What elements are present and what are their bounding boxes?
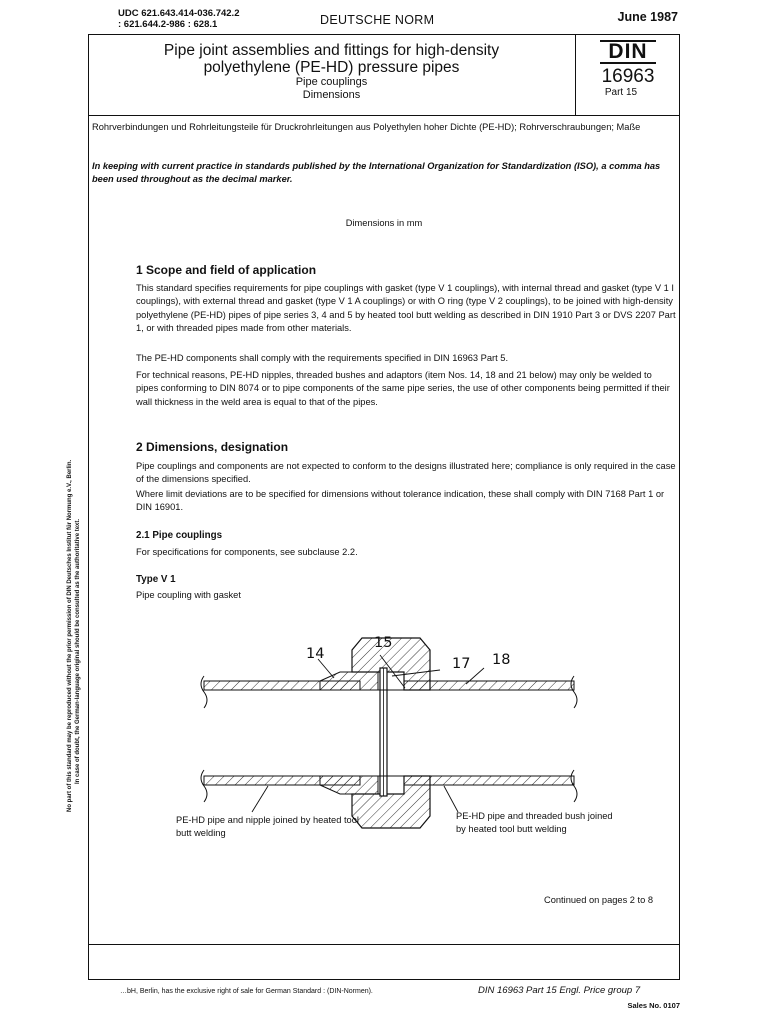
subclause-2-1-text: For specifications for components, see subclause 2.2. [136, 547, 358, 557]
type-v1-heading: Type V 1 [136, 574, 176, 585]
dimensions-note: Dimensions in mm [345, 218, 423, 228]
section-2-paragraph-2: Where limit deviations are to be specified for dimensions without tolerance indication, these shall comply with DIN 7168 Part 1 or DIN 16901. [136, 489, 665, 513]
sales-number: Sales No. 0107 [627, 1001, 680, 1010]
label-left-pipe: PE-HD pipe and nipple joined by heated tool butt welding [176, 815, 359, 839]
iso-note: In keeping with current practice in standards published by the International Organization for Standardization (ISO), a comma has been used throughout as the decimal marker. [92, 161, 661, 185]
nipple-top [320, 672, 378, 690]
title-line-1: Pipe joint assemblies and fittings for high-density [163, 42, 500, 59]
callout-17: 17 [452, 656, 471, 672]
section-1-paragraph-2: The PE-HD components shall comply with the requirements specified in DIN 16963 Part 5. [136, 353, 509, 363]
subclause-2-1-heading: 2.1 Pipe couplings [136, 530, 223, 541]
udc-line-2: : 621.644.2-986 : 628.1 [118, 19, 218, 30]
callout-14: 14 [306, 646, 325, 662]
subtitle-1: Pipe couplings [295, 76, 368, 88]
nipple-bottom [320, 776, 378, 794]
subtitle-2: Dimensions [302, 88, 361, 101]
footer-reference: DIN 16963 Part 15 Engl. Price group 7 [478, 985, 641, 996]
sidebar-copyright [66, 460, 82, 812]
callout-15: 15 [374, 635, 393, 651]
din-number: 16963 [601, 66, 655, 87]
callout-18: 18 [492, 652, 511, 668]
din-logo: DIN [600, 40, 656, 64]
section-2-paragraph-1: Pipe couplings and components are not expected to conform to the designs illustrated here; compliance is only required in the case of the dimensions specified. [136, 461, 676, 485]
sidebar-line-2: In case of doubt, the German-language original should be consulted as the authoritative text. [75, 518, 81, 784]
din-part: Part 15 [604, 87, 638, 98]
udc-line-1: UDC 621.643.414-036.742.2 [118, 8, 240, 19]
continued-note: Continued on pages 2 to 8 [544, 895, 654, 905]
footer-divider [88, 944, 680, 945]
footer-publisher: …bH, Berlin, has the exclusive right of sale for German Standard : (DIN-Normen). [120, 988, 373, 995]
label-right-pipe: PE-HD pipe and threaded bush joined by heated tool butt welding [456, 811, 613, 835]
title-line-2: polyethylene (PE-HD) pressure pipes [203, 59, 460, 76]
section-1-heading: 1 Scope and field of application [136, 263, 317, 277]
publication-date: June 1987 [617, 10, 678, 24]
section-1-paragraph-1: This standard specifies requirements for pipe couplings with gasket (type V 1 couplings), with internal thread and gasket (type V 1 I couplings), with external thread and gasket (type V 1 A couplings) or with O ring (type V 2 couplings), to be joined with high-density polyethylene (PE-HD) pipes of pipe series 3, 4 and 5 by heated tool butt welding as described in DIN 1910 Part 3 or DVS 2207 Part 1, or with threaded pipes made from other materials. [136, 283, 676, 334]
norm-label: DEUTSCHE NORM [320, 13, 435, 27]
german-title: Rohrverbindungen und Rohrleitungsteile für Druckrohrleitungen aus Polyethylen hoher Dichte (PE-HD); Rohrverschraubungen; Maße [92, 122, 641, 132]
type-v1-description: Pipe coupling with gasket [136, 590, 241, 600]
section-1-paragraph-3: For technical reasons, PE-HD nipples, threaded bushes and adaptors (item Nos. 14, 18 and 21 below) may only be welded to pipes conforming to DIN 8074 or to pipe components of the same pipe series, the use of other components being permitted if their wall thickness in the weld area is equal to that of the pipes. [136, 370, 670, 407]
section-2-heading: 2 Dimensions, designation [136, 440, 289, 454]
sidebar-line-1: No part of this standard may be reproduced without the prior permission of DIN Deutsches Institut für Normung e.V., Berlin. [67, 459, 73, 812]
